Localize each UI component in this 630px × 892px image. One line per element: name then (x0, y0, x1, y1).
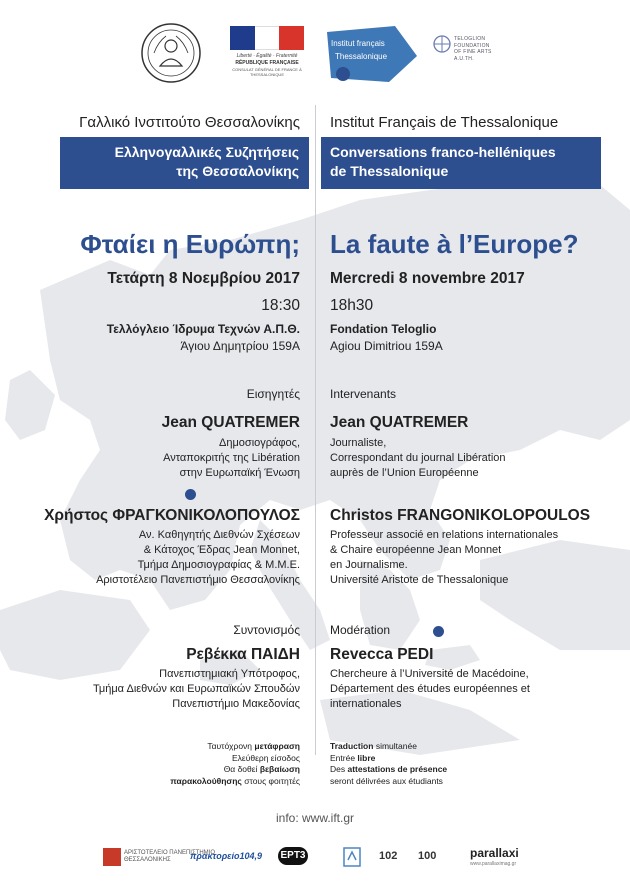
desc-line: Université Aristote de Thessalonique (330, 574, 509, 586)
sponsor-text-line: ΘΕΣΣΑΛΟΝΙΚΗΣ (124, 857, 171, 863)
teloglio-logo (432, 28, 512, 74)
note-line (330, 753, 447, 765)
title-greek: Φταίει η Ευρώπη; (80, 229, 300, 259)
series-greek-line1: Ελληνογαλλικές Συζητήσεις (114, 144, 299, 160)
venue-greek: Τελλόγλειο Ίδρυμα Τεχνών Α.Π.Θ. (106, 322, 300, 336)
map-dot-marker (185, 489, 196, 500)
moderator-name-greek: Ρεβέκκα ΠΑΙΔΗ (186, 646, 300, 663)
teloglio-line: TELOGLION (454, 36, 486, 42)
note-plain: Entrée (330, 752, 358, 763)
note-line (170, 753, 300, 765)
speaker1-desc-french (330, 436, 506, 481)
speaker2-name-french: Christos FRANGONIKOLOPOULOS (330, 507, 591, 524)
teloglio-mark-icon (432, 32, 452, 56)
note-bold: libre (357, 752, 376, 763)
teloglio-line: OF FINE ARTS (454, 49, 492, 55)
note-line (330, 776, 447, 788)
address-greek: Άγιου Δημητρίου 159Α (180, 339, 300, 353)
auth-sponsor-icon (103, 848, 121, 866)
desc-line: & Κάτοχος Έδρας Jean Monnet, (143, 544, 300, 556)
institut-line2: Thessalonique (335, 52, 388, 61)
note-line (170, 741, 300, 753)
note-line (330, 764, 447, 776)
note-bold: attestations de présence (347, 764, 448, 774)
desc-line: Πανεπιστήμιο Μακεδονίας (172, 698, 300, 710)
note-line (330, 741, 447, 753)
notes-greek (170, 741, 300, 787)
flag-red (279, 26, 304, 50)
teloglio-text (454, 36, 492, 62)
note-line (170, 776, 300, 788)
desc-line: auprès de l’Union Européenne (330, 467, 479, 479)
date-french: Mercredi 8 novembre 2017 (330, 270, 525, 287)
time-french: 18h30 (330, 297, 374, 314)
address-french: Agiou Dimitriou 159A (330, 339, 443, 353)
radio-102-logo: 102 (379, 850, 398, 862)
teloglio-line: FOUNDATION (454, 42, 490, 49)
info-website[interactable]: info: www.ift.gr (275, 811, 355, 825)
series-greek-line2: της Θεσσαλονίκης (176, 163, 299, 179)
date-greek: Τετάρτη 8 Νοεμβρίου 2017 (107, 270, 300, 287)
time-greek: 18:30 (261, 297, 300, 314)
speaker2-desc-french (330, 528, 558, 588)
notes-french (330, 741, 447, 787)
desc-line: Αριστοτέλειο Πανεπιστήμιο Θεσσαλονίκης (96, 574, 300, 586)
desc-line: Journaliste, (330, 437, 387, 449)
desc-line: Αν. Καθηγητής Διεθνών Σχέσεων (138, 529, 300, 541)
desc-line: Département des études européennes et (330, 683, 530, 695)
note-rest: στους φοιτητές (241, 775, 300, 786)
moderation-heading-greek: Συντονισμός (233, 623, 300, 637)
header-french: Institut Français de Thessalonique (330, 114, 559, 131)
note-plain: Θα δοθεί (223, 764, 260, 774)
desc-line: στην Ευρωπαϊκή Ένωση (179, 467, 300, 479)
republique-francaise-logo (226, 26, 308, 86)
note-plain: Ελεύθερη είσοδος (231, 752, 300, 763)
sponsor-bar (0, 838, 630, 878)
republique-name: RÉPUBLIQUE FRANÇAISE (235, 60, 299, 66)
note-rest: simultanée (373, 741, 417, 751)
radio-station-icon (342, 846, 362, 868)
series-french-line1: Conversations franco-helléniques (330, 144, 556, 160)
desc-line: en Journalisme. (330, 559, 408, 571)
speaker2-name-greek: Χρήστος ΦΡΑΓΚΟΝΙΚΟΛΟΠΟΥΛΟΣ (44, 507, 300, 524)
french-flag-icon (230, 26, 304, 50)
speakers-heading-french: Intervenants (330, 387, 397, 401)
ert3-logo: ΕΡΤ3 (278, 847, 308, 865)
note-bold: Traduction (330, 741, 374, 751)
desc-line: Ανταποκριτής της Libération (163, 452, 300, 464)
speaker2-desc-greek (96, 528, 300, 588)
note-bold: παρακολούθησης (170, 775, 242, 786)
desc-line: Τμήμα Δημοσιογραφίας & Μ.Μ.Ε. (137, 559, 300, 571)
moderation-heading-french: Modération (330, 623, 391, 637)
speakers-heading-greek: Εισηγητές (246, 387, 300, 401)
desc-line: & Chaire européenne Jean Monnet (330, 544, 502, 556)
moderator-desc-greek (93, 667, 300, 712)
note-bold: μετάφραση (254, 741, 300, 751)
radio-100-logo: 100 (418, 850, 437, 862)
speaker1-desc-greek (163, 436, 300, 481)
parallaxi-logo: parallaxi (470, 846, 519, 860)
venue-french: Fondation Teloglio (330, 322, 437, 336)
desc-line: Correspondant du journal Libération (330, 452, 506, 464)
note-plain: seront délivrées aux étudiants (330, 775, 443, 786)
speaker1-name-greek: Jean QUATREMER (161, 414, 300, 431)
header-greek: Γαλλικό Ινστιτούτο Θεσσαλονίκης (79, 114, 300, 131)
teloglio-line: A.U.TH. (454, 55, 474, 62)
note-plain: Des (330, 764, 348, 774)
university-seal-icon (140, 22, 202, 84)
flag-blue (230, 26, 255, 50)
moderator-name-french: Revecca PEDI (330, 646, 434, 663)
title-french: La faute à l’Europe? (330, 229, 579, 259)
desc-line: Δημοσιογράφος, (219, 437, 300, 449)
map-dot-marker (433, 626, 444, 637)
parallaxi-url: www.parallaximag.gr (470, 861, 517, 867)
republique-motto: Liberté · Égalité · Fraternité (236, 53, 298, 59)
flag-white (255, 26, 280, 50)
sponsor-text-line: ΑΡΙΣΤΟΤΕΛΕΙΟ ΠΑΝΕΠΙΣΤΗΜΙΟ (124, 850, 215, 856)
column-divider (315, 105, 316, 755)
desc-line: Chercheure à l’Université de Macédoine, (330, 668, 529, 680)
moderator-desc-french (330, 667, 530, 712)
series-band-french (321, 137, 601, 189)
desc-line: internationales (330, 698, 402, 710)
republique-sub: CONSULAT GÉNÉRAL DE FRANCE À THESSALONIQUE (232, 67, 302, 77)
institut-line1: Institut français (331, 39, 385, 48)
desc-line: Πανεπιστημιακή Υπότροφος, (159, 668, 300, 680)
desc-line: Professeur associé en relations internationales (330, 529, 559, 541)
desc-line: Τμήμα Διεθνών και Ευρωπαϊκών Σπουδών (92, 683, 300, 695)
speaker1-name-french: Jean QUATREMER (330, 414, 469, 431)
note-bold: βεβαίωση (259, 764, 300, 774)
series-french-line2: de Thessalonique (330, 163, 449, 179)
institut-francais-logo (325, 22, 421, 86)
note-line (170, 764, 300, 776)
praktoreio-logo: πρακτορείο104,9 (190, 851, 262, 861)
note-plain: Ταυτόχρονη (207, 741, 255, 751)
series-band-greek (60, 137, 309, 189)
